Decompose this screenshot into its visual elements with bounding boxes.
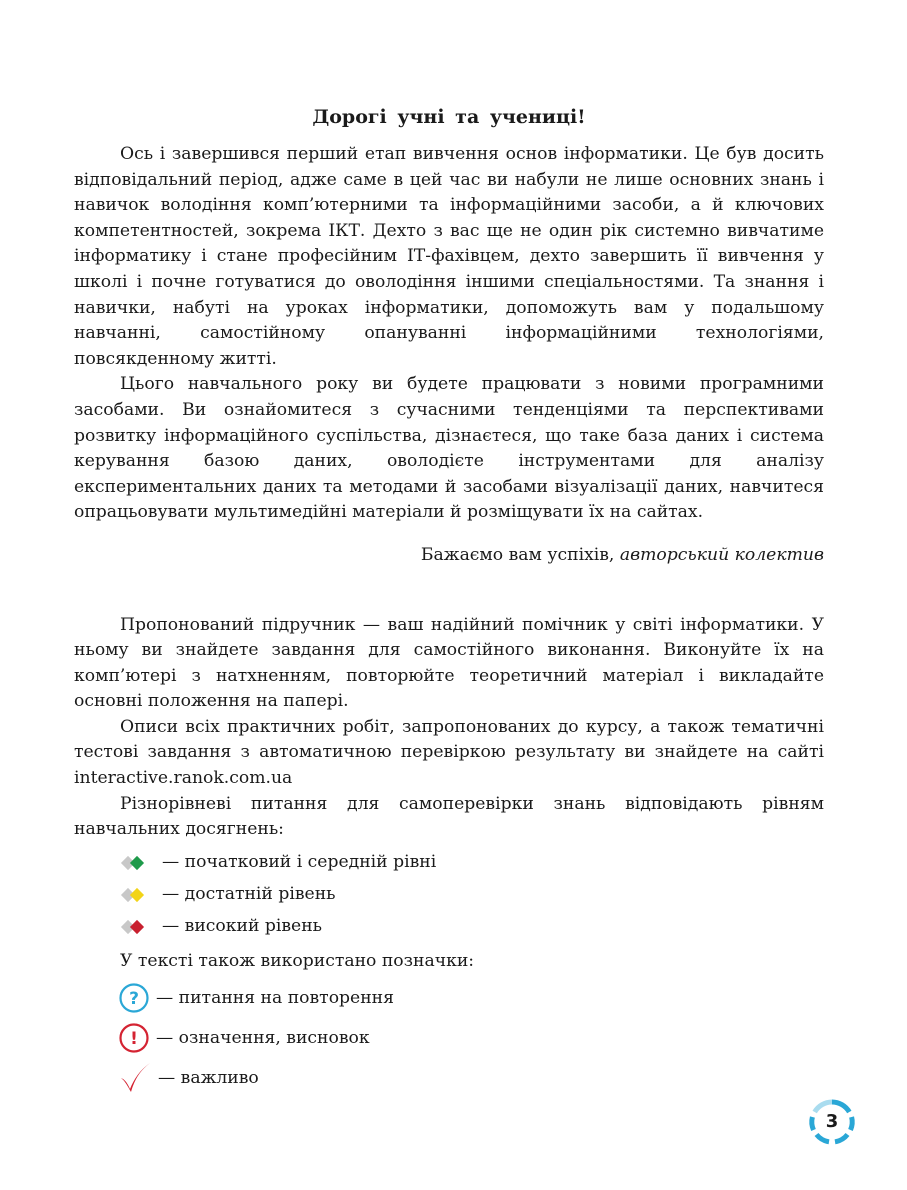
signature-prefix: Бажаємо вам успіхів, bbox=[420, 544, 615, 565]
red-diamond-icon bbox=[120, 915, 156, 939]
guide-paragraph-2: Описи всіх практичних робіт, запропонованих до курсу, а також тематичні тестові завдання з автоматичною перевіркою результату ви знайдете на сайті interactive.ranok.com.ua bbox=[74, 716, 824, 789]
svg-text:?: ? bbox=[129, 989, 139, 1010]
page-number-badge bbox=[807, 1097, 857, 1147]
symbol-important-label: — важливо bbox=[158, 1067, 259, 1088]
symbol-definition-label: — означення, висновок bbox=[156, 1027, 370, 1048]
green-diamond-icon bbox=[120, 851, 156, 875]
level-basic-label: — початковий і середній рівні bbox=[162, 852, 437, 873]
level-legend bbox=[74, 847, 824, 943]
guide-paragraph-3: Різнорівневі питання для самоперевірки знань відповідають рівням навчальних досягнень: bbox=[74, 793, 824, 840]
letter-title: Дорогі учні та учениці! bbox=[312, 106, 586, 128]
guide-paragraph-1: Пропонований підручник — ваш надійний помічник у світі інформатики. У ньому ви знайдете завдання для самостійного виконання. Виконуйте їх на комп’ютері з натхненням, повторюйте теоретичний матеріал і викладайте основні положення на папері. bbox=[74, 614, 824, 712]
symbols-intro: У тексті також використано позначки: bbox=[120, 950, 475, 971]
level-high bbox=[120, 911, 824, 943]
checkmark-icon bbox=[118, 1061, 152, 1095]
page-number: 3 bbox=[825, 1111, 839, 1132]
exclamation-circle-icon bbox=[118, 1022, 150, 1054]
symbol-definition bbox=[118, 1018, 824, 1058]
symbol-question bbox=[118, 978, 824, 1018]
level-sufficient bbox=[120, 879, 824, 911]
level-sufficient-label: — достатній рівень bbox=[162, 884, 336, 905]
letter-paragraph-1: Ось і завершився перший етап вивчення основ інформатики. Це був досить відповідальний період, адже саме в цей час ви набули не лише основних знань і навичок володіння комп’ютерними та інформаційними засоби, а й ключових компетентностей, зокрема ІКТ. Дехто з вас ще не один рік системно вивчатиме інформатику і стане професійним ІТ-фахівцем, дехто завершить її вивчення у школі і почне готуватися до оволодіння іншими спеціальностями. Та знання і навички, набуті на уроках інформатики, допоможуть вам у подальшому навчанні, самостійному опануванні інформаційними технологіями, повсякденному житті. bbox=[74, 144, 824, 369]
level-basic bbox=[120, 847, 824, 879]
symbol-question-label: — питання на повторення bbox=[156, 987, 394, 1008]
svg-text:!: ! bbox=[130, 1029, 138, 1050]
signature bbox=[74, 543, 824, 569]
signature-author: авторський колектив bbox=[619, 544, 824, 565]
letter-paragraph-2: Цього навчального року ви будете працювати з новими програмними засобами. Ви ознайомитеся з сучасними тенденціями та перспективами розвитку інформаційного суспільства, дізнаєтеся, що таке база даних і система керування базою даних, оволодієте інструментами для аналізу експериментальних даних та методами й засобами візуалізації даних, навчитеся опрацьовувати мультимедійні матеріали й розміщувати їх на сайтах. bbox=[74, 374, 824, 523]
level-high-label: — високий рівень bbox=[162, 916, 323, 937]
symbol-important bbox=[118, 1058, 824, 1098]
page-content bbox=[74, 104, 824, 1098]
yellow-diamond-icon bbox=[120, 883, 156, 907]
question-circle-icon bbox=[118, 982, 150, 1014]
